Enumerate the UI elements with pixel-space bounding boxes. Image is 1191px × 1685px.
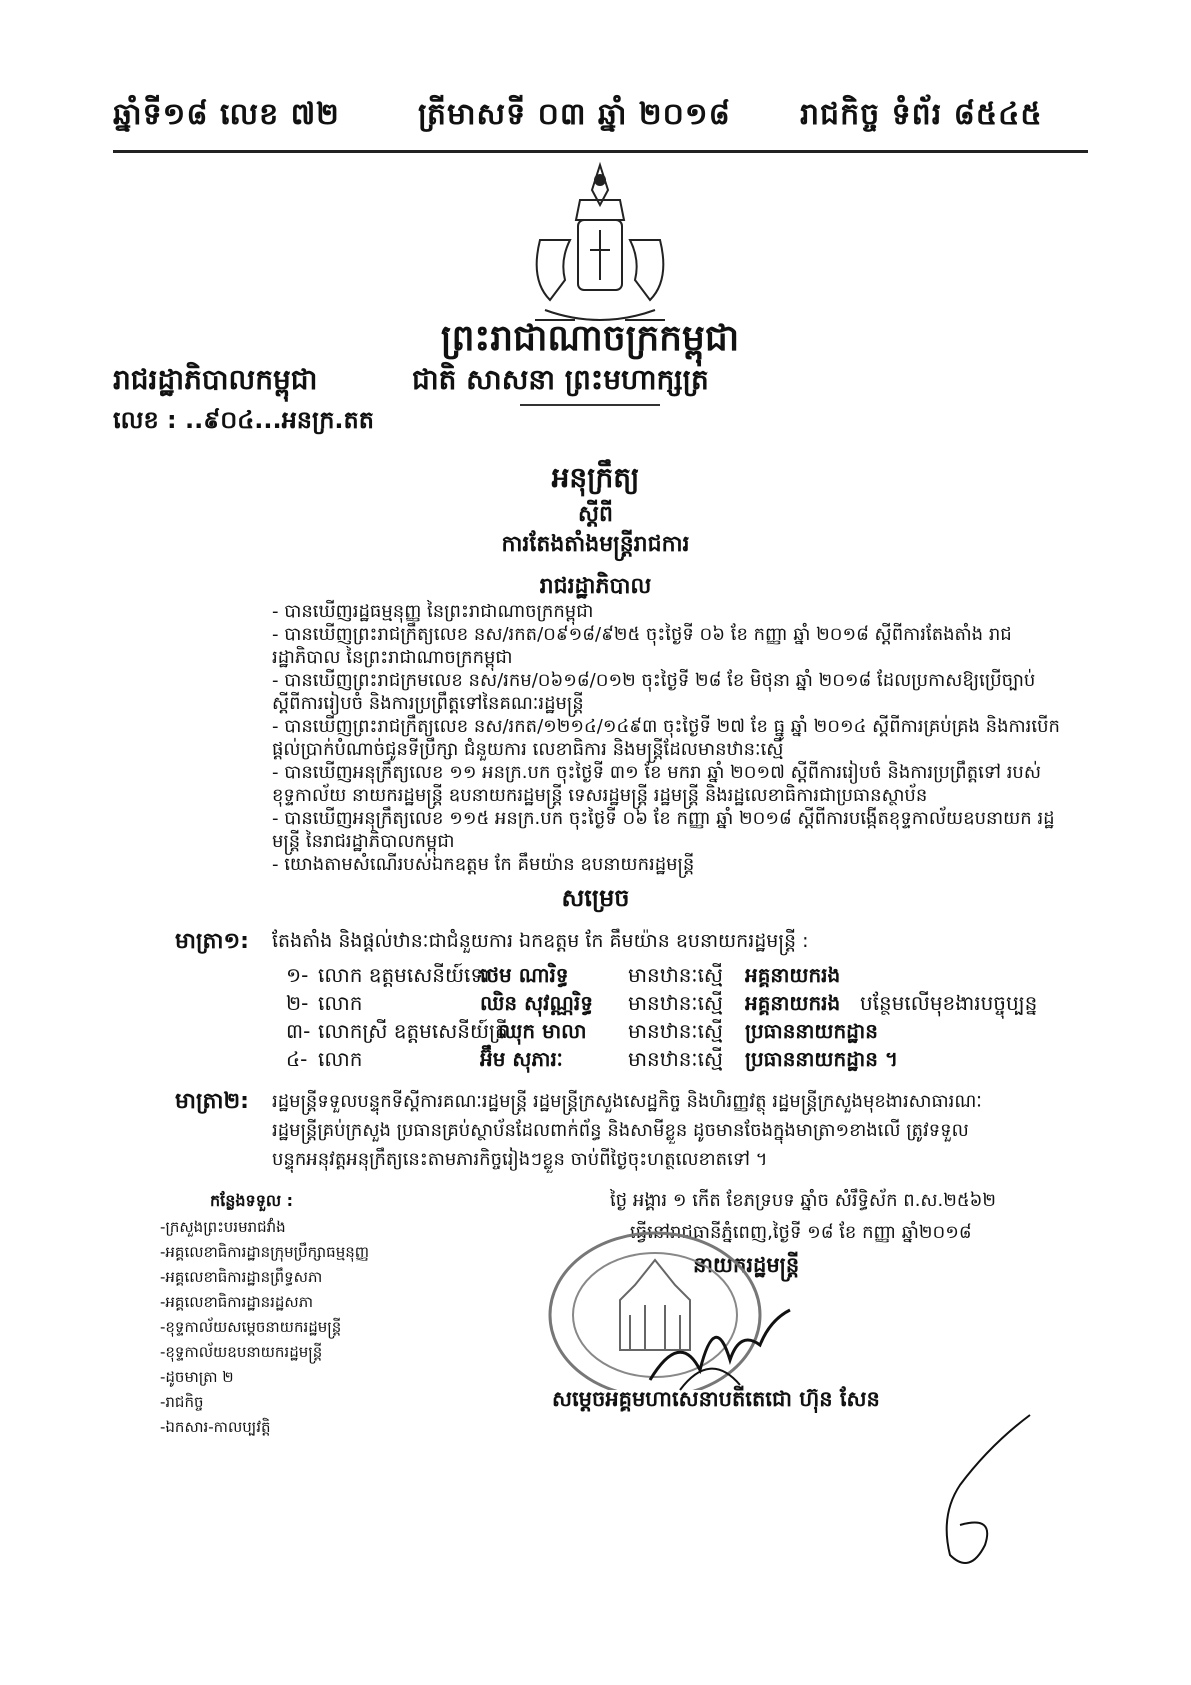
appointee-title: លោកស្រី ឧត្តមសេនីយ៍ត្រី [318,1019,508,1043]
signer-name: សម្តេចអគ្គមហាសេនាបតីតេជោ ហ៊ុន សែន [552,1387,880,1411]
appointee-position: អគ្គនាយករង [745,991,841,1015]
cc-item: -ខុទ្ទកាល័យសម្តេចនាយករដ្ឋមន្ត្រី [160,1318,342,1336]
signer-title: នាយករដ្ឋមន្ត្រី [693,1253,800,1277]
cc-item: -ខុទ្ទកាល័យឧបនាយករដ្ឋមន្ត្រី [160,1343,323,1361]
motto-divider [520,404,660,406]
appointee-title: លោក [318,1047,363,1071]
article-1-label: មាត្រា១: [175,929,249,954]
article-2-label: មាត្រា២: [175,1089,249,1114]
appointee-title: លោក [318,991,363,1015]
appointee-rank: មានឋានៈស្មើ [628,963,723,987]
article-2-line: រដ្ឋមន្ត្រីគ្រប់ក្រសួង ប្រធានគ្រប់ស្ថាប័នដែលពាក់ព័ន្ធ និងសាមីខ្លួន ដូចមានចែងក្នុងមាត្រា១ខាងលើ ត្រូវទទួល [272,1120,969,1141]
subject-prefix: ស្តីពី [578,502,613,527]
article-2-line: បន្ទុកអនុវត្តអនុក្រឹត្យនេះតាមភារកិច្ចរៀងៗខ្លួន ចាប់ពីថ្ងៃចុះហត្ថលេខាតទៅ ។ [272,1149,768,1170]
handwritten-signature-icon [640,1290,800,1400]
appointee-number: ៣- [286,1019,311,1043]
appointee-rank: មានឋានៈស្មើ [628,991,723,1015]
header-right: រាជកិច្ច ទំព័រ ៨៥៤៥ [800,97,1043,132]
appointee-rank: មានឋានៈស្មើ [628,1047,723,1071]
appointee-number: ២- [286,991,309,1015]
article-2-line: រដ្ឋមន្ត្រីទទួលបន្ទុកទីស្តីការគណៈរដ្ឋមន្ត្រី រដ្ឋមន្ត្រីក្រសួងសេដ្ឋកិច្ច និងហិរញ្ញវត្ថុ រដ្ឋមន្ត្រីក្រសួងមុខងារសាធារណៈ [272,1091,982,1112]
header-center: ត្រីមាសទី ០៣ ឆ្នាំ ២០១៨ [418,97,731,132]
government-label: រាជរដ្ឋាភិបាលកម្ពុជា [113,363,318,396]
kingdom-title: ព្រះរាជាណាចក្រកម្ពុជា [440,318,740,359]
cc-item: -អគ្គលេខាធិការដ្ឋានរដ្ឋសភា [160,1293,313,1311]
appointee-position: ប្រធាននាយកដ្ឋាន [745,1019,878,1043]
header-left: ឆ្នាំទី១៨ លេខ ៧២ [113,97,340,132]
lunar-date: ថ្ងៃ អង្គារ ១ កើត ខែភទ្របទ ឆ្នាំច សំរឹទ្ធិស័ក ព.ស.២៥៦២ [610,1190,997,1211]
appointee-name: ឈិន សុវណ្ណរិទ្ធ [480,991,593,1015]
article-1-text: តែងតាំង និងផ្តល់ឋានៈជាជំនួយការ ឯកឧត្តម កែ គឹមយ៉ាន ឧបនាយករដ្ឋមន្ត្រី : [272,930,809,952]
reference-number: លេខ : ..៩០៤...អនក្រ.តត [113,406,375,434]
initials-mark-icon [900,1405,1050,1585]
cc-item: -ក្រសួងព្រះបរមរាជវាំង [160,1218,286,1236]
preamble-item: - បានឃើញព្រះរាជក្រឹត្យលេខ នស/រកត/០៩១៨/៩២៥ ចុះថ្ងៃទី ០៦ ខែ កញ្ញា ឆ្នាំ ២០១៨ ស្តីពីការតែងតាំង រាជរដ្ឋាភិបាល នៃព្រះរាជាណាចក្រកម្ពុជា [272,624,1012,668]
cc-item: -អគ្គលេខាធិការដ្ឋានក្រុមប្រឹក្សាធម្មនុញ្ញ [160,1243,370,1261]
royal-crest-icon [520,160,680,335]
appointee-position: ប្រធាននាយកដ្ឋាន ។ [745,1047,899,1071]
cc-item: -ឯកសារ-កាលប្បវត្តិ [160,1418,271,1436]
preamble-item: - បានឃើញព្រះរាជក្រឹត្យលេខ នស/រកត/១២១៤/១៤៩៣ ចុះថ្ងៃទី ២៧ ខែ ធ្នូ ឆ្នាំ ២០១៤ ស្តីពីការគ្រប់គ្រង និងការបើកផ្តល់ប្រាក់បំណាច់ជូនទីប្រឹក្សា ជំនួយការ លេខាធិការ និងមន្ត្រីដែលមានឋានៈស្មើ [272,716,1060,760]
preamble-item: - យោងតាមសំណើរបស់ឯកឧត្តម កែ គឹមយ៉ាន ឧបនាយករដ្ឋមន្ត្រី [272,854,695,875]
appointee-position: អគ្គនាយករង [745,963,841,987]
cc-item: -ដូចមាត្រា ២ [160,1368,234,1386]
subject-title: ការតែងតាំងមន្ត្រីរាជការ [501,532,690,557]
appointee-number: ១- [286,963,309,987]
appointee-name: អ៊ឹម សុភារៈ [480,1047,563,1071]
cc-heading: កន្លែងទទួល : [210,1191,294,1210]
cc-item: -រាជកិច្ច [160,1393,204,1411]
appointee-name: ឈុក មាលា [498,1019,587,1043]
preamble-item: - បានឃើញអនុក្រឹត្យលេខ ១១ អនក្រ.បក ចុះថ្ងៃទី ៣១ ខែ មករា ឆ្នាំ ២០១៧ ស្តីពីការរៀបចំ និងការប្រព្រឹត្តទៅ របស់ខុទ្ទកាល័យ នាយករដ្ឋមន្ត្រី ឧបនាយករដ្ឋមន្ត្រី ទេសរដ្ឋមន្ត្រី រដ្ឋមន្ត្រី និងរដ្ឋលេខាធិការជាប្រធានស្ថាប័ន [272,762,1041,806]
solar-date: ធ្វើនៅរាជធានីភ្នំពេញ,ថ្ងៃទី ១៨ ខែ កញ្ញា ឆ្នាំ២០១៨ [630,1222,972,1243]
preamble-item: - បានឃើញព្រះរាជក្រមលេខ នស/រកម/០៦១៨/០១២ ចុះថ្ងៃទី ២៨ ខែ មិថុនា ឆ្នាំ ២០១៨ ដែលប្រកាសឱ្យប្រើច្បាប់ ស្តីពីការរៀបចំ និងការប្រព្រឹត្តទៅនៃគណៈរដ្ឋមន្ត្រី [272,670,1036,714]
header-rule [113,150,1088,153]
appointee-rank: មានឋានៈស្មើ [628,1019,723,1043]
national-motto: ជាតិ សាសនា ព្រះមហាក្សត្រ [412,363,709,396]
appointee-name: ថេម ណារិទ្ធ [480,963,569,987]
appointee-number: ៤- [286,1047,308,1071]
doc-type-title: អនុក្រឹត្យ [551,461,640,494]
appointee-note: បន្ថែមលើមុខងារបច្ចុប្បន្ន [860,991,1038,1015]
preamble-item: - បានឃើញអនុក្រឹត្យលេខ ១១៥ អនក្រ.បក ចុះថ្ងៃទី ០៦ ខែ កញ្ញា ឆ្នាំ ២០១៨ ស្តីពីការបង្កើតខុទ្ទកាល័យឧបនាយក រដ្ឋមន្ត្រី នៃរាជរដ្ឋាភិបាលកម្ពុជា [272,808,1055,852]
cc-item: -អគ្គលេខាធិការដ្ឋានព្រឹទ្ធសភា [160,1268,323,1286]
decision-heading: សម្រេច [561,884,630,912]
preamble-item: - បានឃើញរដ្ឋធម្មនុញ្ញ នៃព្រះរាជាណាចក្រកម្ពុជា [272,601,594,622]
appointee-title: លោក ឧត្តមសេនីយ៍ទោ [318,963,490,987]
government-heading: រាជរដ្ឋាភិបាល [539,574,652,599]
